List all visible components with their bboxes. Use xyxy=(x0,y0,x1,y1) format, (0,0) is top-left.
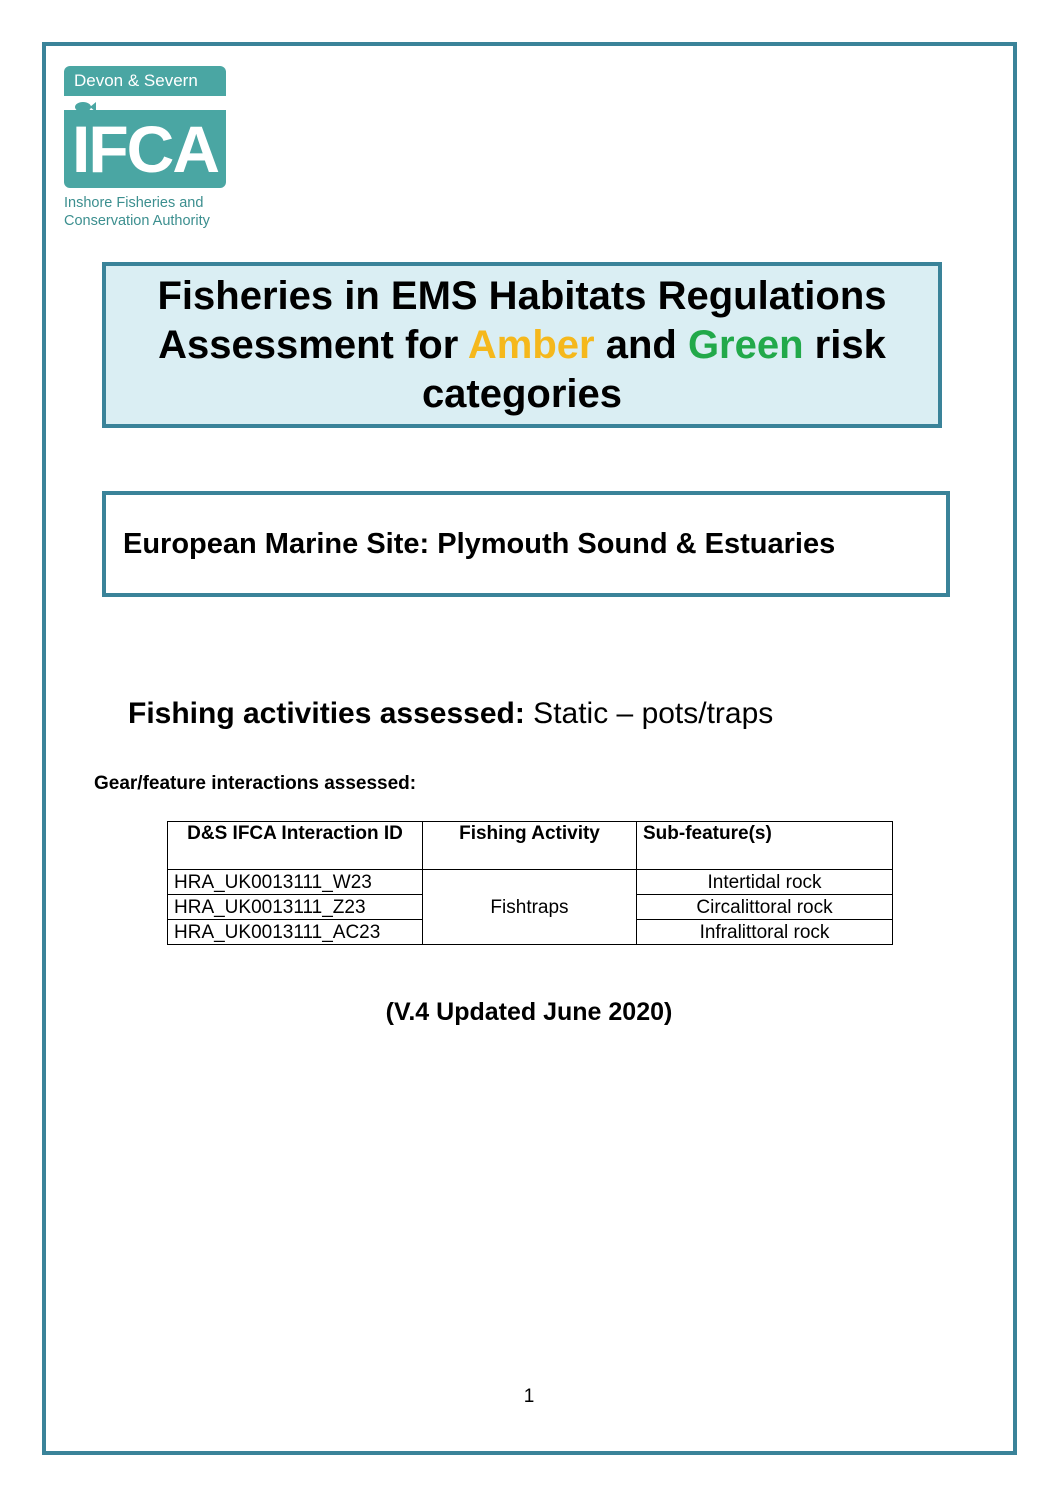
subfeature-cell: Circalittoral rock xyxy=(637,895,893,920)
title-part3: risk categories xyxy=(421,322,886,416)
subfeature-cell: Infralittoral rock xyxy=(637,920,893,945)
activities-label: Fishing activities assessed: xyxy=(128,697,525,730)
gear-interactions-label: Gear/feature interactions assessed: xyxy=(94,773,417,794)
logo-top-text: Devon & Severn xyxy=(64,66,226,96)
logo-subtitle-line2: Conservation Authority xyxy=(64,213,210,229)
table-header-row xyxy=(168,822,893,870)
table-row xyxy=(168,870,893,895)
logo-subtitle-line1: Inshore Fisheries and xyxy=(64,195,204,211)
ifca-logo xyxy=(64,66,234,236)
title-amber-word: Amber xyxy=(467,322,595,367)
title-box xyxy=(102,262,942,428)
interactions-table xyxy=(167,821,893,945)
page-border xyxy=(42,42,1017,1455)
version-note: (V.4 Updated June 2020) xyxy=(385,998,673,1026)
site-name: European Marine Site: Plymouth Sound & Estuaries xyxy=(123,527,836,560)
logo-subtitle xyxy=(64,194,239,230)
title-green-word: Green xyxy=(687,322,804,367)
site-box xyxy=(102,491,950,597)
fishing-activities xyxy=(128,697,773,731)
title-part1: Fisheries in EMS Habitats Regulations Assessment for xyxy=(157,273,887,367)
fishing-activity-cell: Fishtraps xyxy=(423,870,637,945)
interaction-id-cell: HRA_UK0013111_W23 xyxy=(168,870,423,895)
interaction-id-cell: HRA_UK0013111_AC23 xyxy=(168,920,423,945)
activities-value: Static – pots/traps xyxy=(524,697,774,730)
interaction-id-cell: HRA_UK0013111_Z23 xyxy=(168,895,423,920)
logo-main-text: IFCA xyxy=(64,110,226,188)
header-fishing-activity: Fishing Activity xyxy=(423,822,637,870)
page-number: 1 xyxy=(523,1386,535,1407)
header-subfeatures: Sub-feature(s) xyxy=(637,822,893,870)
subfeature-cell: Intertidal rock xyxy=(637,870,893,895)
header-interaction-id: D&S IFCA Interaction ID xyxy=(168,822,423,870)
document-title xyxy=(122,272,922,419)
title-part2: and xyxy=(594,322,688,367)
